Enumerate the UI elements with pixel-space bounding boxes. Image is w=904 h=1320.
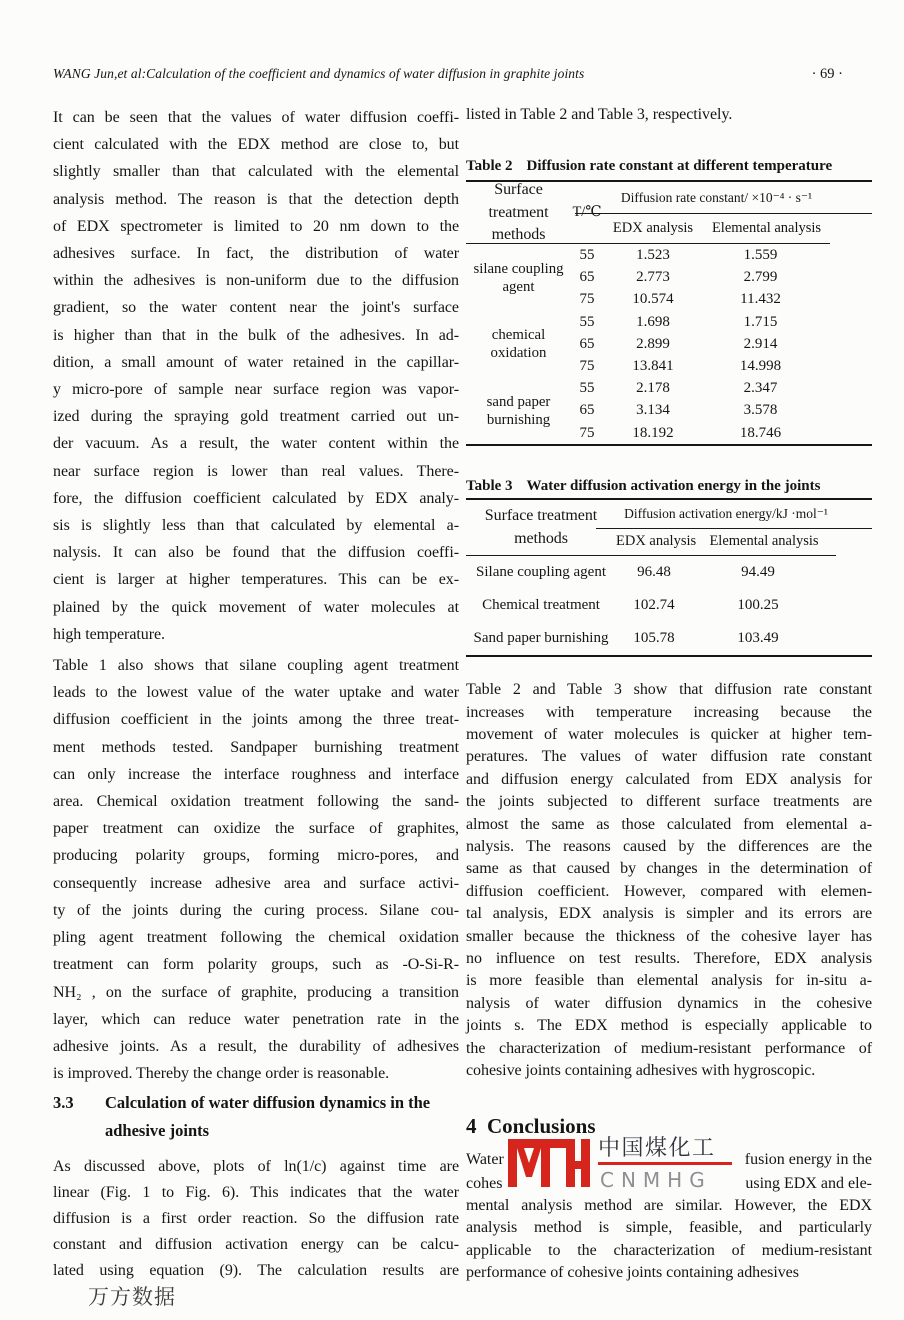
table3-span-header: Diffusion activation energy/kJ ·mol⁻¹: [624, 505, 828, 521]
text-line: linear (Fig. 1 to Fig. 6). This indicates that the water: [53, 1184, 459, 1202]
table3-caption-label: Table 3: [466, 478, 513, 495]
page-number: · 69 ·: [811, 66, 843, 82]
left-column: [53, 104, 459, 1284]
table2-col-header-temperature: T/℃: [572, 204, 602, 221]
table3-sub-headers: [616, 528, 836, 556]
table-2: [466, 180, 872, 446]
table3-col-header-elemental: Elemental analysis: [709, 532, 819, 549]
text-line: ized during the spraying gold treatment carried out un-: [53, 408, 459, 426]
text-line: adhesives surface. In fact, the distribution of water: [53, 245, 459, 263]
text-line: high temperature.: [53, 625, 165, 643]
method-cell: chemical oxidation: [490, 327, 547, 362]
text-line: can only increase the interface roughness and interface: [53, 765, 459, 783]
value-cell: 11.432: [740, 291, 781, 308]
text-line: treatment can form polarity groups, such as -O-Si-R-: [53, 956, 459, 974]
text-line: smaller because the thickness of the cohesive layer has: [466, 927, 872, 945]
text-line: nalysis. It can also be found that the diffusion coeffi-: [53, 544, 459, 562]
value-cell: 75: [579, 424, 595, 441]
text-line: nalysis. The reasons caused by the differences are the: [466, 837, 872, 855]
text-line: leads to the lowest value of the water uptake and water: [53, 684, 459, 702]
method-cell: sand paper burnishing: [486, 393, 551, 428]
conclusions-rest: [466, 1195, 872, 1285]
text-line: NH₂ , on the surface of graphite, producing a transition: [53, 983, 459, 1001]
value-cell: 2.178: [636, 380, 670, 397]
text-line: diffusion coefficient. However, compared with elemen-: [466, 882, 872, 900]
text-line: sis is slightly less than that calculated by elemental a-: [53, 517, 459, 535]
text-line: It can be seen that the values of water diffusion coeffi-: [53, 109, 459, 126]
conclusions-line1-suffix: fusion energy in the: [744, 1151, 872, 1169]
text-line: layer, which can reduce water penetration rate in the: [53, 1010, 459, 1028]
value-cell: 1.523: [636, 247, 670, 263]
method-cell: Chemical treatment: [482, 597, 600, 614]
text-line: Surface: [494, 181, 543, 199]
table2-col-header-elemental: Elemental analysis: [711, 219, 822, 236]
text-line: lated using equation (9). The calculation results are: [53, 1262, 459, 1280]
text-line: applicable to the characterization of medium-resistant: [466, 1241, 872, 1259]
section-title-line1: Calculation of water diffusion dynamics in the: [105, 1093, 431, 1113]
text-line: ment methods tested. Sandpaper burnishing treatment: [53, 738, 459, 756]
header-title: WANG Jun,et al:Calculation of the coefficient and dynamics of water diffusion in graphite joints: [53, 66, 585, 81]
value-cell: 2.914: [743, 335, 778, 352]
text-line: the characterization of medium-resistant performance of: [466, 1039, 872, 1057]
value-cell: 100.25: [737, 597, 779, 614]
text-line: methods: [514, 529, 568, 547]
table2-span-header-group: [603, 182, 830, 243]
value-cell: 105.78: [633, 630, 675, 647]
text-line: pling agent treatment following the chemical oxidation: [53, 929, 459, 947]
text-line: within the adhesives is non-uniform due to the diffusion: [53, 272, 459, 290]
table3-body: [466, 556, 836, 655]
text-line: As discussed above, plots of ln(1/c) against time are: [53, 1158, 459, 1176]
text-line: analysis method is simple, feasible, and particularly: [466, 1219, 872, 1237]
text-line: plained by the quick movement of water molecules at: [53, 598, 459, 616]
text-line: is higher than that in the bulk of the adhesives. In ad-: [53, 326, 459, 344]
text-line: y micro-pore of sample near surface region was vapor-: [53, 381, 459, 399]
intro-paragraph: [466, 104, 872, 126]
text-line: no influence on test results. Therefore, EDX analysis: [466, 949, 872, 967]
discussion-paragraph: [466, 679, 872, 1082]
table2-body: [466, 244, 830, 444]
value-cell: 14.998: [739, 357, 782, 374]
text-line: and diffusion energy calculated from EDX analysis for: [466, 770, 872, 788]
section-number: 3.3: [53, 1093, 74, 1113]
text-line: area. Chemical oxidation treatment following the sand-: [53, 793, 459, 811]
text-line: Surface treatment: [484, 507, 598, 525]
table2-sub-headers: [603, 213, 830, 244]
value-cell: 1.559: [743, 247, 778, 263]
text-line: cient is larger at higher temperatures. This can be ex-: [53, 571, 459, 589]
value-cell: 3.578: [743, 402, 778, 419]
value-cell: 75: [579, 357, 595, 374]
cn-watermark-latin: CNMHG: [600, 1168, 712, 1192]
text-line: producing polarity groups, forming micro-pores, and: [53, 847, 459, 865]
text-line: Table 2 and Table 3 show that diffusion rate constant: [466, 681, 872, 699]
method-cell: silane coupling agent: [473, 260, 564, 295]
right-column: [466, 104, 872, 1284]
text-line: listed in Table 2 and Table 3, respectively.: [466, 106, 733, 123]
text-line: cohesive joints containing adhesives with hygroscopic.: [466, 1062, 816, 1079]
table2-span-header: Diffusion rate constant/ ×10⁻⁴ · s⁻¹: [620, 189, 813, 205]
table2-col-header-methods: [466, 182, 571, 243]
text-line: almost the same as those calculated from elemental a-: [466, 815, 872, 833]
value-cell: 13.841: [632, 357, 674, 374]
conclusions-line2-prefix: cohes: [466, 1174, 503, 1192]
method-cell: Sand paper burnishing: [473, 630, 609, 647]
text-line: mental analysis method are similar. However, the EDX: [466, 1196, 872, 1214]
cnmhg-logo-icon: [508, 1133, 590, 1187]
table2-col-header-edx: EDX analysis: [612, 219, 694, 236]
table3-col-header-edx: EDX analysis: [616, 532, 697, 549]
value-cell: 55: [579, 313, 595, 330]
text-line: is more feasible than elemental analysis for in-situ a-: [466, 972, 872, 990]
text-line: paper treatment can oxidize the surface of graphites,: [53, 820, 459, 838]
table3-caption-text: Water diffusion activation energy in the joints: [526, 478, 821, 495]
text-line: dition, a small amount of water retained in the capillar-: [53, 353, 459, 371]
paragraph-3: [53, 1154, 459, 1284]
value-cell: 18.192: [632, 424, 674, 441]
value-cell: 75: [579, 291, 595, 308]
conclusions-number: 4: [466, 1114, 477, 1139]
text-line: the joints subjected to different surface treatments are: [466, 793, 872, 811]
value-cell: 2.899: [636, 335, 670, 352]
table3-header: [466, 500, 836, 556]
table3-span-header-group: [616, 500, 836, 555]
text-line: methods: [491, 226, 546, 244]
text-line: analysis method. The reason is that the detection depth: [53, 190, 459, 208]
value-cell: 1.698: [636, 313, 670, 330]
text-line: nalysis of water diffusion dynamics in the cohesive: [466, 994, 872, 1012]
table2-caption: [466, 156, 872, 176]
text-line: diffusion is a first order reaction. So the diffusion rate: [53, 1210, 459, 1228]
text-line: ty of the joints during the curing process. Silane cou-: [53, 901, 459, 919]
text-line: peratures. The values of water diffusion rate constant: [466, 748, 872, 766]
paragraph-1: [53, 104, 459, 648]
text-line: consequently increase adhesive area and surface activi-: [53, 874, 459, 892]
conclusions-title: Conclusions: [487, 1114, 596, 1139]
value-cell: 65: [579, 335, 595, 352]
text-line: near surface region is lower than real values. There-: [53, 462, 459, 480]
section-title-line2: adhesive joints: [105, 1121, 210, 1141]
text-line: movement of water molecules is quicker at higher tem-: [466, 725, 872, 743]
value-cell: 2.347: [743, 380, 778, 397]
text-line: tal analysis, EDX analysis is simpler and its errors are: [466, 905, 872, 923]
value-cell: 94.49: [741, 564, 775, 581]
table2-caption-label: Table 2: [466, 158, 513, 175]
text-line: constant and diffusion activation energy can be calcu-: [53, 1236, 459, 1254]
text-line: Table 1 also shows that silane coupling agent treatment: [53, 657, 459, 675]
section-heading-3-3: [53, 1089, 459, 1145]
text-line: of EDX spectrometer is limited to 20 nm down to the: [53, 217, 459, 235]
value-cell: 103.49: [737, 630, 779, 647]
value-cell: 65: [579, 402, 595, 419]
text-line: treatment: [488, 203, 549, 221]
value-cell: 3.134: [636, 402, 670, 419]
table-3: [466, 498, 872, 657]
cn-watermark-underline: [598, 1162, 732, 1165]
value-cell: 55: [579, 380, 595, 397]
text-line: fore, the diffusion coefficient calculated by EDX analy-: [53, 489, 459, 507]
table2-header: [466, 182, 830, 244]
table2-caption-text: Diffusion rate constant at different temperature: [526, 158, 833, 175]
text-line: cient calculated with the EDX method are close to, but: [53, 136, 459, 154]
value-cell: 18.746: [739, 424, 782, 441]
text-line: der vacuum. As a result, the water content within the: [53, 435, 459, 453]
conclusions-line2-suffix: using EDX and ele-: [745, 1174, 872, 1192]
value-cell: 2.799: [743, 269, 778, 286]
text-line: diffusion coefficient in the joints among the three treat-: [53, 711, 459, 729]
value-cell: 102.74: [633, 597, 675, 614]
text-line: same as that caused by changes in the determination of: [466, 860, 872, 878]
table3-caption: [466, 476, 872, 496]
text-line: performance of cohesive joints containing adhesives: [466, 1264, 799, 1282]
value-cell: 55: [579, 247, 595, 263]
table2-sub-rule: [575, 213, 872, 214]
cn-watermark: [508, 1131, 758, 1195]
value-cell: 1.715: [743, 313, 778, 330]
text-line: gradient, so the water content near the joint's surface: [53, 299, 459, 317]
conclusions-line1-prefix: Water: [466, 1151, 504, 1169]
running-header: [53, 66, 843, 83]
value-cell: 96.48: [637, 564, 671, 581]
paragraph-2: [53, 652, 459, 1087]
method-cell: Silane coupling agent: [476, 564, 606, 581]
text-line: slightly smaller than that calculated with the elemental: [53, 163, 459, 181]
value-cell: 2.773: [636, 269, 670, 286]
value-cell: 65: [579, 269, 595, 286]
text-line: increases with temperature increasing because the: [466, 703, 872, 721]
text-line: is improved. Thereby the change order is reasonable.: [53, 1065, 390, 1083]
text-line: adhesive joints. As a result, the durability of adhesives: [53, 1037, 459, 1055]
table3-col-header-methods: [466, 500, 616, 555]
wanfang-watermark: 万方数据: [88, 1285, 176, 1309]
text-line: joints s. The EDX method is especially applicable to: [466, 1017, 872, 1035]
cn-watermark-text: 中国煤化工: [598, 1136, 716, 1161]
value-cell: 10.574: [632, 291, 674, 308]
table3-sub-rule: [596, 528, 872, 529]
